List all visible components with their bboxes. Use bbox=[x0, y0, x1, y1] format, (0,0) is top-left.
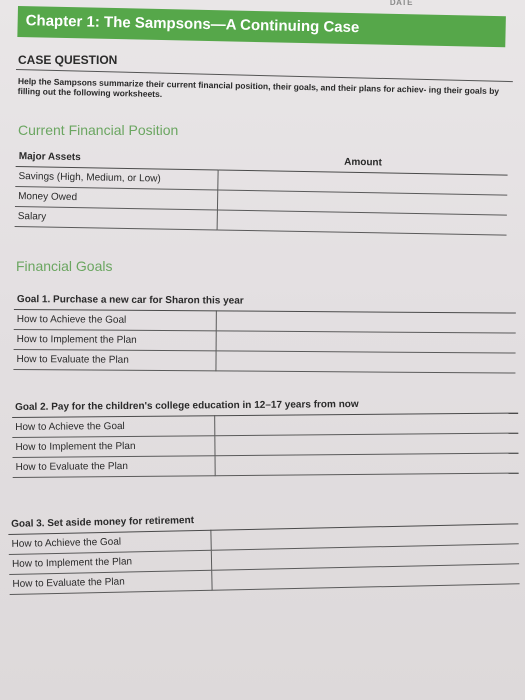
chapter-banner bbox=[17, 6, 506, 47]
chapter-title: Chapter 1: The Sampsons—A Continuing Case bbox=[25, 12, 360, 37]
goal-answer-field[interactable] bbox=[216, 311, 516, 333]
goal-title: Goal 2. Pay for the children's college education in 12–17 years from now bbox=[12, 394, 518, 418]
goal-answer-field[interactable] bbox=[216, 331, 516, 353]
goal-row-label: How to Implement the Plan bbox=[9, 550, 212, 574]
goal-row-label: How to Achieve the Goal bbox=[12, 416, 215, 438]
goal-answer-field[interactable] bbox=[215, 433, 519, 456]
financial-goals-heading: Financial Goals bbox=[16, 258, 113, 274]
goal-row-label: How to Implement the Plan bbox=[14, 329, 217, 350]
goal-title: Goal 3. Set aside money for retirement bbox=[8, 504, 518, 534]
current-financial-position-heading: Current Financial Position bbox=[18, 122, 179, 138]
goal-3-table bbox=[8, 504, 520, 595]
goal-answer-field[interactable] bbox=[215, 453, 519, 476]
goal-2-table bbox=[12, 394, 519, 478]
asset-row-label: Salary bbox=[15, 206, 218, 230]
goal-row-label: How to Achieve the Goal bbox=[8, 530, 211, 554]
goal-title: Goal 1. Purchase a new car for Sharon this year bbox=[14, 290, 516, 313]
asset-amount-field[interactable] bbox=[217, 210, 507, 235]
case-question-text: Help the Sampsons summarize their current financial position, their goals, and their plans for achiev- ing their goals by filling out the following worksheets. bbox=[17, 76, 500, 100]
goal-1-table bbox=[13, 290, 516, 374]
asset-row-label: Savings (High, Medium, or Low) bbox=[15, 166, 218, 190]
goal-answer-field[interactable] bbox=[215, 413, 519, 436]
goal-row-label: How to Evaluate the Plan bbox=[13, 349, 216, 370]
financial-position-table bbox=[15, 147, 508, 236]
goal-row-label: How to Achieve the Goal bbox=[14, 309, 217, 330]
amount-header: Amount bbox=[218, 151, 508, 176]
date-label: DATE bbox=[389, 0, 413, 7]
goal-answer-field[interactable] bbox=[216, 351, 516, 373]
goal-row-label: How to Evaluate the Plan bbox=[9, 570, 212, 594]
case-question-title: CASE QUESTION bbox=[18, 53, 118, 67]
asset-row-label: Money Owed bbox=[15, 186, 218, 210]
major-assets-header: Major Assets bbox=[16, 147, 219, 170]
goal-row-label: How to Evaluate the Plan bbox=[13, 456, 216, 478]
goal-row-label: How to Implement the Plan bbox=[12, 436, 215, 458]
